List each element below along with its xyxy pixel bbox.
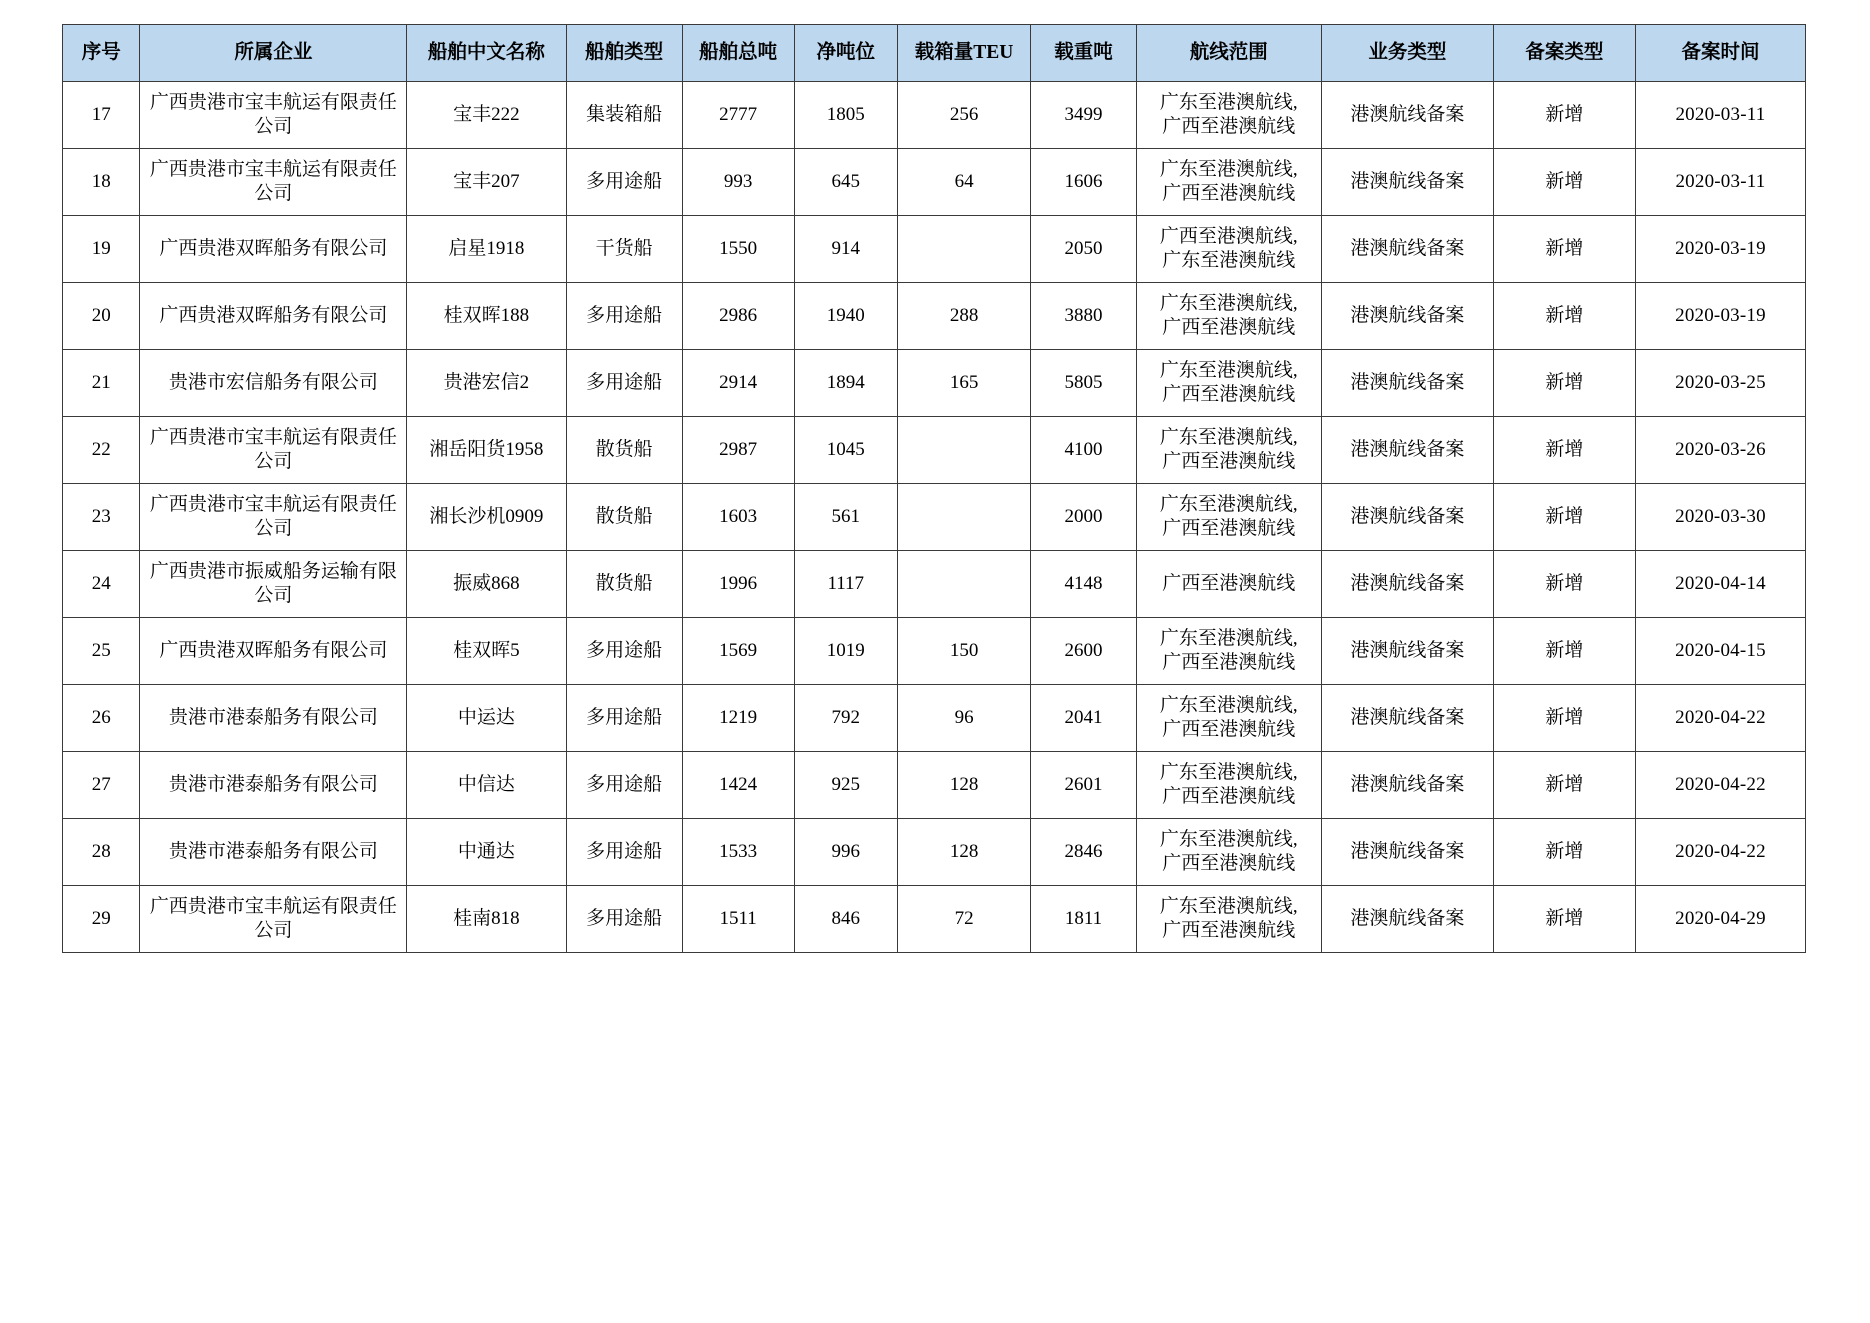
cell-record-date: 2020-03-11 (1635, 149, 1805, 216)
cell-business-type: 港澳航线备案 (1321, 551, 1493, 618)
table-row (63, 149, 1806, 216)
cell-ship-type: 集装箱船 (566, 82, 682, 149)
route-line-2: 广西至港澳航线 (1162, 652, 1296, 673)
cell-record-type: 新增 (1493, 752, 1635, 819)
column-header-ship-type: 船舶类型 (566, 25, 682, 82)
column-header-ship-name: 船舶中文名称 (407, 25, 566, 82)
cell-record-type: 新增 (1493, 886, 1635, 953)
cell-deadweight: 5805 (1031, 350, 1136, 417)
table-row (63, 886, 1806, 953)
cell-record-date: 2020-03-25 (1635, 350, 1805, 417)
cell-deadweight: 3880 (1031, 283, 1136, 350)
cell-seq: 17 (63, 82, 140, 149)
cell-ship-type: 干货船 (566, 216, 682, 283)
cell-business-type: 港澳航线备案 (1321, 819, 1493, 886)
cell-ship-type: 散货船 (566, 551, 682, 618)
cell-record-type: 新增 (1493, 417, 1635, 484)
cell-route (1136, 685, 1321, 752)
cell-deadweight: 1811 (1031, 886, 1136, 953)
cell-teu: 165 (897, 350, 1030, 417)
cell-seq: 28 (63, 819, 140, 886)
cell-record-date: 2020-03-26 (1635, 417, 1805, 484)
cell-ship-name: 湘长沙机0909 (407, 484, 566, 551)
cell-route (1136, 618, 1321, 685)
cell-gross-tonnage: 2914 (682, 350, 794, 417)
cell-ship-name: 贵港宏信2 (407, 350, 566, 417)
table-header (63, 25, 1806, 82)
cell-deadweight: 2600 (1031, 618, 1136, 685)
column-header-gross-tonnage: 船舶总吨 (682, 25, 794, 82)
column-header-teu: 载箱量TEU (897, 25, 1030, 82)
cell-ship-name: 桂南818 (407, 886, 566, 953)
table-body (63, 82, 1806, 953)
route-line-1: 广东至港澳航线, (1159, 91, 1298, 113)
cell-business-type: 港澳航线备案 (1321, 752, 1493, 819)
cell-record-date: 2020-04-29 (1635, 886, 1805, 953)
cell-record-type: 新增 (1493, 685, 1635, 752)
cell-ship-name: 启星1918 (407, 216, 566, 283)
cell-gross-tonnage: 1569 (682, 618, 794, 685)
cell-ship-name: 振威868 (407, 551, 566, 618)
cell-business-type: 港澳航线备案 (1321, 350, 1493, 417)
cell-gross-tonnage: 2777 (682, 82, 794, 149)
cell-ship-name: 中信达 (407, 752, 566, 819)
table-row (63, 216, 1806, 283)
cell-net-tonnage: 1117 (794, 551, 897, 618)
route-line-1: 广东至港澳航线, (1159, 761, 1298, 783)
cell-business-type: 港澳航线备案 (1321, 685, 1493, 752)
cell-net-tonnage: 1805 (794, 82, 897, 149)
cell-gross-tonnage: 1533 (682, 819, 794, 886)
cell-teu: 128 (897, 752, 1030, 819)
cell-net-tonnage: 645 (794, 149, 897, 216)
cell-record-date: 2020-03-30 (1635, 484, 1805, 551)
cell-record-date: 2020-03-19 (1635, 283, 1805, 350)
cell-seq: 29 (63, 886, 140, 953)
cell-deadweight: 2601 (1031, 752, 1136, 819)
column-header-company: 所属企业 (140, 25, 407, 82)
cell-net-tonnage: 846 (794, 886, 897, 953)
cell-route (1136, 886, 1321, 953)
cell-company: 广西贵港双晖船务有限公司 (140, 283, 407, 350)
cell-teu: 96 (897, 685, 1030, 752)
cell-teu (897, 484, 1030, 551)
cell-company: 贵港市港泰船务有限公司 (140, 685, 407, 752)
cell-net-tonnage: 1894 (794, 350, 897, 417)
route-line-2: 广西至港澳航线 (1162, 786, 1296, 807)
cell-ship-type: 散货船 (566, 417, 682, 484)
cell-company: 广西贵港市宝丰航运有限责任公司 (140, 82, 407, 149)
cell-deadweight: 4100 (1031, 417, 1136, 484)
cell-net-tonnage: 996 (794, 819, 897, 886)
cell-record-type: 新增 (1493, 283, 1635, 350)
route-line-1: 广东至港澳航线, (1159, 426, 1298, 448)
cell-record-type: 新增 (1493, 149, 1635, 216)
cell-teu: 72 (897, 886, 1030, 953)
route-line-1: 广东至港澳航线, (1159, 292, 1298, 314)
cell-net-tonnage: 792 (794, 685, 897, 752)
table-row (63, 819, 1806, 886)
cell-gross-tonnage: 2987 (682, 417, 794, 484)
cell-teu (897, 551, 1030, 618)
cell-business-type: 港澳航线备案 (1321, 82, 1493, 149)
cell-teu (897, 417, 1030, 484)
cell-net-tonnage: 925 (794, 752, 897, 819)
cell-record-type: 新增 (1493, 551, 1635, 618)
cell-seq: 22 (63, 417, 140, 484)
cell-route (1136, 752, 1321, 819)
cell-record-date: 2020-04-15 (1635, 618, 1805, 685)
route-line-1: 广东至港澳航线, (1159, 694, 1298, 716)
route-line-1: 广东至港澳航线, (1159, 359, 1298, 381)
route-line-2: 广西至港澳航线 (1162, 451, 1296, 472)
cell-company: 广西贵港市宝丰航运有限责任公司 (140, 484, 407, 551)
cell-gross-tonnage: 993 (682, 149, 794, 216)
cell-seq: 19 (63, 216, 140, 283)
cell-record-date: 2020-04-14 (1635, 551, 1805, 618)
cell-net-tonnage: 1940 (794, 283, 897, 350)
cell-gross-tonnage: 1219 (682, 685, 794, 752)
cell-company: 广西贵港市宝丰航运有限责任公司 (140, 149, 407, 216)
route-line-1: 广东至港澳航线, (1159, 895, 1298, 917)
cell-record-date: 2020-04-22 (1635, 752, 1805, 819)
cell-route (1136, 819, 1321, 886)
column-header-seq: 序号 (63, 25, 140, 82)
cell-ship-type: 多用途船 (566, 886, 682, 953)
column-header-record-date: 备案时间 (1635, 25, 1805, 82)
table-row (63, 484, 1806, 551)
cell-route (1136, 484, 1321, 551)
cell-route (1136, 216, 1321, 283)
table-row (63, 82, 1806, 149)
cell-ship-name: 桂双晖188 (407, 283, 566, 350)
cell-business-type: 港澳航线备案 (1321, 618, 1493, 685)
cell-net-tonnage: 914 (794, 216, 897, 283)
route-line-2: 广西至港澳航线 (1162, 920, 1296, 941)
cell-record-type: 新增 (1493, 350, 1635, 417)
route-line-2: 广西至港澳航线 (1162, 317, 1296, 338)
cell-net-tonnage: 1019 (794, 618, 897, 685)
cell-ship-type: 多用途船 (566, 752, 682, 819)
cell-gross-tonnage: 2986 (682, 283, 794, 350)
cell-ship-type: 多用途船 (566, 618, 682, 685)
column-header-deadweight: 载重吨 (1031, 25, 1136, 82)
table-row (63, 752, 1806, 819)
cell-ship-name: 中运达 (407, 685, 566, 752)
cell-ship-type: 多用途船 (566, 283, 682, 350)
cell-teu: 64 (897, 149, 1030, 216)
cell-company: 贵港市港泰船务有限公司 (140, 819, 407, 886)
cell-route (1136, 82, 1321, 149)
cell-teu: 288 (897, 283, 1030, 350)
cell-record-date: 2020-04-22 (1635, 819, 1805, 886)
cell-route (1136, 149, 1321, 216)
route-line-1: 广东至港澳航线, (1159, 627, 1298, 649)
cell-ship-type: 多用途船 (566, 819, 682, 886)
table-row (63, 618, 1806, 685)
cell-deadweight: 2041 (1031, 685, 1136, 752)
table-row (63, 685, 1806, 752)
route-line-1: 广东至港澳航线, (1159, 158, 1298, 180)
cell-record-date: 2020-04-22 (1635, 685, 1805, 752)
cell-net-tonnage: 1045 (794, 417, 897, 484)
column-header-business-type: 业务类型 (1321, 25, 1493, 82)
cell-record-type: 新增 (1493, 82, 1635, 149)
cell-seq: 24 (63, 551, 140, 618)
ship-registration-table (62, 24, 1806, 953)
cell-company: 贵港市宏信船务有限公司 (140, 350, 407, 417)
cell-deadweight: 2050 (1031, 216, 1136, 283)
cell-gross-tonnage: 1603 (682, 484, 794, 551)
cell-business-type: 港澳航线备案 (1321, 216, 1493, 283)
cell-deadweight: 1606 (1031, 149, 1136, 216)
route-line-1: 广东至港澳航线, (1159, 493, 1298, 515)
cell-net-tonnage: 561 (794, 484, 897, 551)
cell-seq: 23 (63, 484, 140, 551)
cell-route (1136, 417, 1321, 484)
route-line-2: 广西至港澳航线 (1162, 719, 1296, 740)
cell-route (1136, 350, 1321, 417)
table-row (63, 551, 1806, 618)
cell-ship-name: 湘岳阳货1958 (407, 417, 566, 484)
route-line-2: 广西至港澳航线 (1162, 116, 1296, 137)
cell-deadweight: 2000 (1031, 484, 1136, 551)
cell-gross-tonnage: 1550 (682, 216, 794, 283)
cell-deadweight: 3499 (1031, 82, 1136, 149)
cell-record-type: 新增 (1493, 618, 1635, 685)
cell-ship-name: 桂双晖5 (407, 618, 566, 685)
table-row (63, 350, 1806, 417)
column-header-record-type: 备案类型 (1493, 25, 1635, 82)
cell-business-type: 港澳航线备案 (1321, 886, 1493, 953)
cell-teu: 150 (897, 618, 1030, 685)
cell-seq: 21 (63, 350, 140, 417)
column-header-route: 航线范围 (1136, 25, 1321, 82)
cell-record-type: 新增 (1493, 216, 1635, 283)
route-line-2: 广东至港澳航线 (1162, 250, 1296, 271)
cell-ship-name: 宝丰207 (407, 149, 566, 216)
route-line-1: 广东至港澳航线, (1159, 828, 1298, 850)
cell-seq: 27 (63, 752, 140, 819)
cell-record-date: 2020-03-19 (1635, 216, 1805, 283)
cell-record-date: 2020-03-11 (1635, 82, 1805, 149)
table-row (63, 417, 1806, 484)
cell-company: 贵港市港泰船务有限公司 (140, 752, 407, 819)
cell-ship-name: 中通达 (407, 819, 566, 886)
cell-seq: 25 (63, 618, 140, 685)
cell-route (1136, 283, 1321, 350)
cell-gross-tonnage: 1511 (682, 886, 794, 953)
cell-deadweight: 2846 (1031, 819, 1136, 886)
cell-ship-type: 多用途船 (566, 350, 682, 417)
cell-teu (897, 216, 1030, 283)
column-header-net-tonnage: 净吨位 (794, 25, 897, 82)
cell-company: 广西贵港市振威船务运输有限公司 (140, 551, 407, 618)
table-header-row (63, 25, 1806, 82)
cell-ship-type: 多用途船 (566, 685, 682, 752)
route-line-2: 广西至港澳航线 (1162, 183, 1296, 204)
cell-ship-type: 散货船 (566, 484, 682, 551)
cell-company: 广西贵港市宝丰航运有限责任公司 (140, 886, 407, 953)
route-line-2: 广西至港澳航线 (1162, 384, 1296, 405)
cell-ship-type: 多用途船 (566, 149, 682, 216)
cell-deadweight: 4148 (1031, 551, 1136, 618)
route-line-1: 广西至港澳航线, (1159, 225, 1298, 247)
cell-seq: 18 (63, 149, 140, 216)
cell-teu: 128 (897, 819, 1030, 886)
cell-business-type: 港澳航线备案 (1321, 484, 1493, 551)
route-line-2: 广西至港澳航线 (1162, 518, 1296, 539)
table-row (63, 283, 1806, 350)
route-line-2: 广西至港澳航线 (1162, 853, 1296, 874)
cell-record-type: 新增 (1493, 484, 1635, 551)
cell-seq: 26 (63, 685, 140, 752)
cell-record-type: 新增 (1493, 819, 1635, 886)
cell-seq: 20 (63, 283, 140, 350)
cell-business-type: 港澳航线备案 (1321, 149, 1493, 216)
cell-gross-tonnage: 1424 (682, 752, 794, 819)
cell-ship-name: 宝丰222 (407, 82, 566, 149)
cell-business-type: 港澳航线备案 (1321, 283, 1493, 350)
cell-gross-tonnage: 1996 (682, 551, 794, 618)
cell-company: 广西贵港市宝丰航运有限责任公司 (140, 417, 407, 484)
cell-company: 广西贵港双晖船务有限公司 (140, 618, 407, 685)
cell-company: 广西贵港双晖船务有限公司 (140, 216, 407, 283)
cell-teu: 256 (897, 82, 1030, 149)
route-line-1: 广西至港澳航线 (1162, 572, 1296, 594)
cell-business-type: 港澳航线备案 (1321, 417, 1493, 484)
cell-route (1136, 551, 1321, 618)
